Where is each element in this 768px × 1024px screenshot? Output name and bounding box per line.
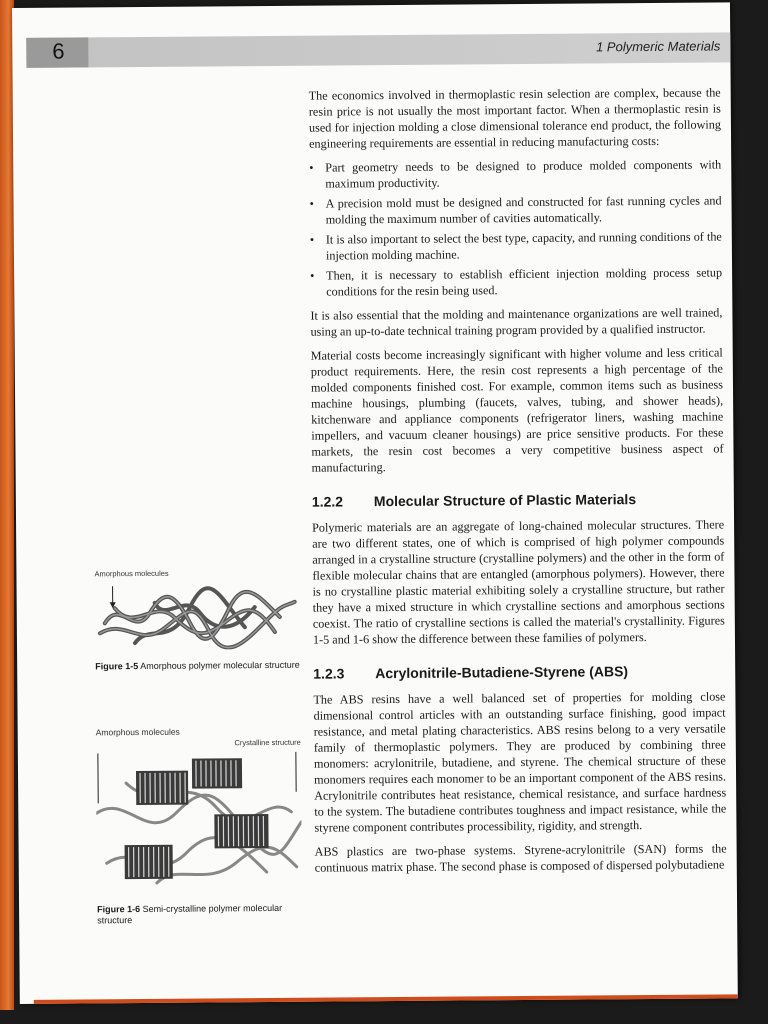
figure-1-6	[96, 726, 303, 927]
list-item-text: A precision mold must be designed and constructed for fast running cycles and molding the maximum number of cavities automatically.	[325, 193, 722, 227]
figure-1-6-caption	[97, 903, 302, 927]
book-page	[12, 2, 738, 1004]
page-number: 6	[52, 38, 65, 64]
list-item	[310, 264, 722, 299]
section-1-2-3-paragraph-2: ABS plastics are two-phase systems. Styrene-acrylonitrile (SAN) forms the continuous matrix phase. The second phase is composed of dispersed polybutadiene	[314, 841, 727, 875]
figure-number: Figure 1-5	[95, 661, 139, 672]
main-text-column	[309, 84, 727, 883]
figure-1-5-caption	[95, 660, 300, 673]
bullet-icon: •	[309, 160, 314, 175]
section-heading-1-2-2	[312, 490, 724, 509]
section-1-2-2-paragraph: Polymeric materials are an aggregate of long-chained molecular structures. There are two different states, one of which is comprised of high polymer compounds arranged in a crystalline structure (crystalline polymers) and the other in the form of flexible molecular chains that are entangled (amorphous polymers). However, there is no crystalline plastic material exhibiting solely a crystalline structure, but rather they have a mixed structure in which crystalline sections and amorphous sections coexist. The ratio of crystalline sections is called the material's crystallinity. Figures 1-5 and 1-6 show the difference between these families of polymers.	[312, 517, 725, 647]
book-cover-edge	[0, 0, 14, 1010]
requirements-list	[309, 156, 722, 299]
running-head: 1 Polymeric Materials	[595, 38, 721, 55]
list-item	[309, 156, 721, 191]
figure-number: Figure 1-6	[97, 904, 141, 915]
semi-crystalline-illustration	[96, 752, 302, 894]
list-item	[309, 192, 721, 227]
section-heading-1-2-3	[313, 662, 725, 681]
list-item-text: Then, it is necessary to establish efficient injection molding process setup conditions for the resin being used.	[326, 265, 723, 299]
figure-1-5	[94, 568, 300, 673]
bottom-strip	[34, 994, 738, 1004]
figure-caption-text: Amorphous polymer molecular structure	[140, 659, 300, 672]
figure-label-amorphous: Amorphous molecules	[94, 568, 169, 579]
bullet-icon: •	[309, 232, 315, 247]
figure-1-6-labels	[96, 726, 301, 754]
section-number: 1.2.2	[311, 493, 344, 510]
list-item-text: It is also important to select the best type, capacity, and running conditions of the injection molding machine.	[325, 229, 722, 263]
section-number: 1.2.3	[313, 665, 345, 682]
bullet-icon: •	[310, 268, 315, 283]
section-1-2-3-paragraph-1: The ABS resins have a well balanced set of properties for molding close dimensional control articles with an outstanding surface finishing, good impact resistance, and metal plating characteristics. ABS resins belong to a very versatile family of thermoplastic polymers. They are produced by combining three monomers: acrylonitrile, butadiene, and styrene. The chemical structure of these monomers requires each monomer to be an important component of the ABS resins. Acrylonitrile contributes heat resistance, chemical resistance, and surface hardness to the system. The butadiene contributes toughness and impact resistance, while the styrene component contributes processibility, rigidity, and strength.	[313, 689, 727, 835]
page-number-box	[26, 37, 88, 67]
figure-caption-text: Semi-crystalline polymer molecular structure	[97, 902, 283, 926]
amorphous-molecules-illustration	[94, 577, 300, 651]
list-item-text: Part geometry needs to be designed to produce molded components with maximum productivity.	[325, 157, 722, 191]
intro-paragraph-2: It is also essential that the molding and maintenance organizations are well trained, using an up-to-date technical training program provided by a qualified instructor.	[310, 305, 723, 339]
page-header	[26, 32, 736, 68]
section-title: Molecular Structure of Plastic Materials	[373, 491, 637, 510]
section-title: Acrylonitrile-Butadiene-Styrene (ABS)	[375, 663, 629, 682]
list-item	[310, 228, 722, 263]
intro-paragraph-3: Material costs become increasingly significant with higher volume and less critical product requirements. Here, the resin cost represents a high percentage of the molded components finished cost. For example, common items such as business machine housings, plumbing (faucets, valves, tubing, and shower heads), kitchenware and appliance components (refrigerator liners, washing machine impellers, and vacuum cleaner housings) are price sensitive products. For these markets, the resin cost becomes a very competitive business aspect of manufacturing.	[310, 345, 724, 475]
figure-label-crystalline: Crystalline structure	[234, 737, 301, 748]
bullet-icon: •	[309, 196, 314, 211]
figure-label-amorphous: Amorphous molecules	[95, 726, 180, 738]
intro-paragraph-1: The economics involved in thermoplastic resin selection are complex, because the resin price is not usually the most important factor. When a thermoplastic resin is used for injection molding a close dimensional tolerance end product, the following engineering requirements are essential in reducing manufacturing costs:	[308, 85, 721, 151]
